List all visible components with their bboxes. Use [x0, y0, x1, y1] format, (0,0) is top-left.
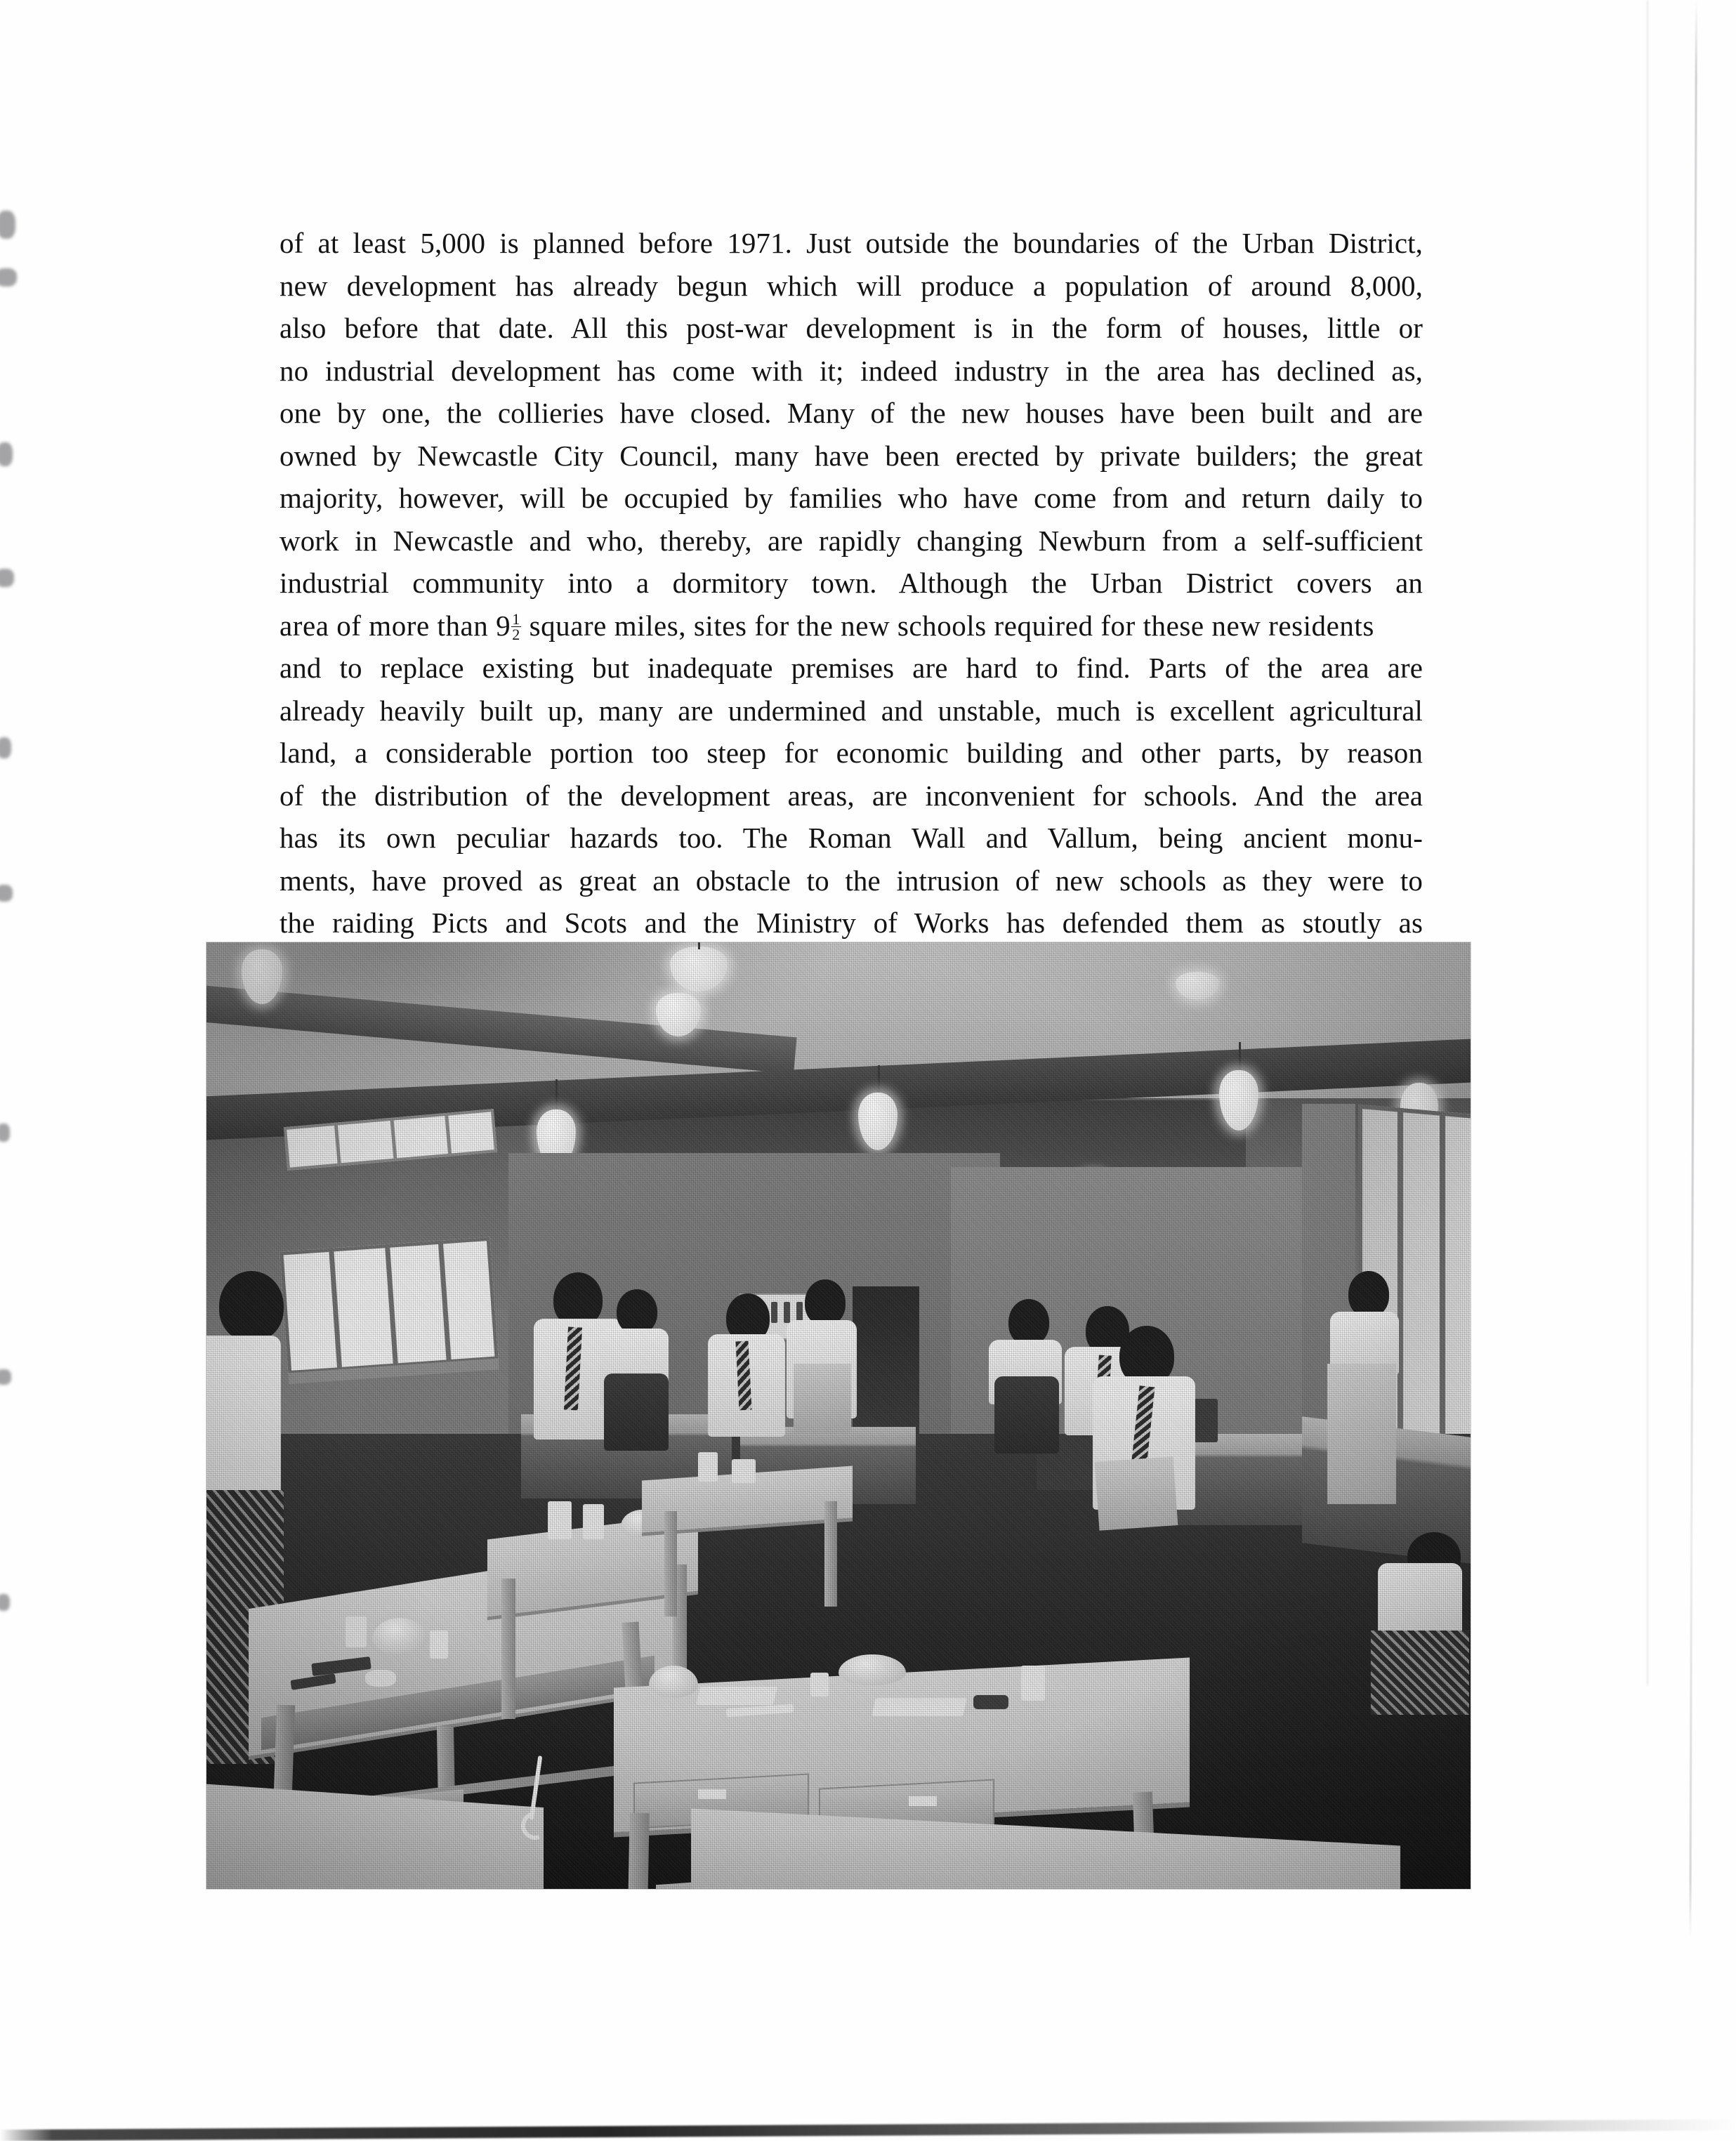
lamp-cord: [878, 1065, 880, 1096]
scan-edge-mark-9: [0, 1594, 10, 1611]
classroom-photograph: [206, 942, 1471, 1889]
teacher-blouse: [206, 1336, 281, 1497]
pupil-skirt: [1371, 1631, 1469, 1715]
scan-edge-mark-8: [0, 1369, 11, 1385]
window-mullion: [385, 1244, 398, 1367]
mixing-bowl: [649, 1666, 698, 1698]
text-line: also before that date. All this post-war development is in the form of houses, little or: [280, 312, 1423, 344]
window-mullion: [438, 1240, 452, 1363]
baking-tray: [696, 1687, 777, 1705]
text-line: owned by Newcastle City Council, many have been erected by private builders; the great: [280, 439, 1423, 472]
window-mullion: [1398, 1107, 1403, 1445]
poster-figure: [771, 1302, 777, 1323]
left-window: [280, 1237, 498, 1375]
table-leg: [626, 1813, 649, 1889]
text-line: has its own peculiar hazards too. The Roman Wall and Vallum, being ancient monu-: [280, 822, 1423, 854]
pupil-apron: [1095, 1456, 1178, 1531]
fraction-line-prefix: area of more than 9: [280, 609, 511, 642]
scan-right-page-fold: [1647, 0, 1648, 1685]
text-line: of at least 5,000 is planned before 1971. Just outside the boundaries of the Urban District,: [280, 227, 1423, 259]
lamp-cord: [1239, 1042, 1241, 1073]
text-line: industrial community into a dormitory town. Although the Urban District covers an: [280, 567, 1423, 599]
pupil-apron: [1327, 1364, 1396, 1504]
jar: [1021, 1666, 1045, 1701]
table-leg: [824, 1501, 837, 1607]
drawer-pull: [909, 1796, 937, 1806]
window-mullion: [334, 1122, 341, 1166]
text-line: no industrial development has come with it; indeed industry in the area has declined as,: [280, 354, 1423, 387]
tin: [732, 1459, 756, 1483]
text-line: majority, however, will be occupied by families who have come from and return daily to: [280, 482, 1423, 514]
window-mullion: [1440, 1112, 1445, 1449]
pupil-pinafore: [994, 1376, 1059, 1454]
scan-edge-mark-1: [0, 211, 15, 239]
pupil-head: [1348, 1271, 1389, 1317]
text-line: work in Newcastle and who, thereby, are rapidly changing Newburn from a self-sufficient: [280, 524, 1423, 557]
poster-figure: [784, 1302, 790, 1323]
text-line: new development has already begun which will produce a population of around 8,000,: [280, 269, 1423, 302]
scan-edge-mark-7: [0, 1124, 10, 1142]
dark-doorway: [853, 1286, 919, 1434]
fraction-one-half: [511, 612, 521, 642]
drawer-pull: [698, 1789, 726, 1799]
baking-tray: [872, 1698, 967, 1716]
jug: [698, 1452, 718, 1482]
pupil-head: [617, 1289, 657, 1334]
pupil-pinafore: [604, 1373, 669, 1451]
scan-edge-mark-6: [0, 885, 13, 902]
pupil-blouse: [1378, 1563, 1462, 1640]
scan-right-page-edge: [1689, 0, 1697, 1938]
table-leg: [664, 1511, 677, 1616]
mixing-bowl: [839, 1654, 906, 1685]
small-bowl: [365, 1670, 396, 1687]
table-leg: [501, 1579, 515, 1719]
text-line: the raiding Picts and Scots and the Ministry of Works has defended them as stoutly as: [280, 907, 1423, 939]
scan-bottom-page-edge: [0, 2119, 1736, 2141]
window-mullion: [329, 1248, 342, 1371]
jar: [430, 1631, 448, 1659]
body-paragraph: [280, 222, 1423, 987]
teacher-head: [219, 1271, 284, 1341]
jar: [346, 1616, 367, 1647]
scan-edge-mark-2: [0, 268, 17, 286]
scan-edge-mark-4: [0, 569, 14, 587]
pupil-head: [805, 1279, 846, 1326]
text-line: already heavily built up, many are undermined and unstable, much is excellent agricultural: [280, 694, 1423, 727]
scan-edge-mark-5: [0, 737, 11, 758]
lamp-cord: [698, 942, 700, 949]
text-line: land, a considerable portion too steep for economic building and other parts, by reason: [280, 737, 1423, 769]
window-mullion: [445, 1113, 452, 1157]
pupil-apron: [794, 1364, 851, 1434]
lamp-cord: [555, 1079, 558, 1113]
jug: [548, 1501, 572, 1539]
fraction-denominator: 2: [512, 626, 520, 644]
window-mullion: [390, 1118, 397, 1161]
text-line-with-fraction: [280, 605, 1423, 647]
pupil-head: [1008, 1299, 1049, 1345]
fraction-line-suffix: square miles, sites for the new schools required for these new residents: [529, 609, 1374, 642]
fraction-numerator: 1: [512, 610, 520, 628]
text-line: of the distribution of the development areas, are inconvenient for schools. And the area: [280, 779, 1423, 812]
scan-edge-mark-3: [0, 442, 13, 466]
jar: [810, 1673, 829, 1697]
jug: [583, 1504, 604, 1539]
text-line: ments, have proved as great an obstacle to the intrusion of new schools as they were to: [280, 864, 1423, 897]
utensil: [973, 1695, 1008, 1709]
text-line: one by one, the collieries have closed. Many of the new houses have been built and are: [280, 397, 1423, 429]
text-line: and to replace existing but inadequate premises are hard to find. Parts of the area are: [280, 652, 1423, 684]
